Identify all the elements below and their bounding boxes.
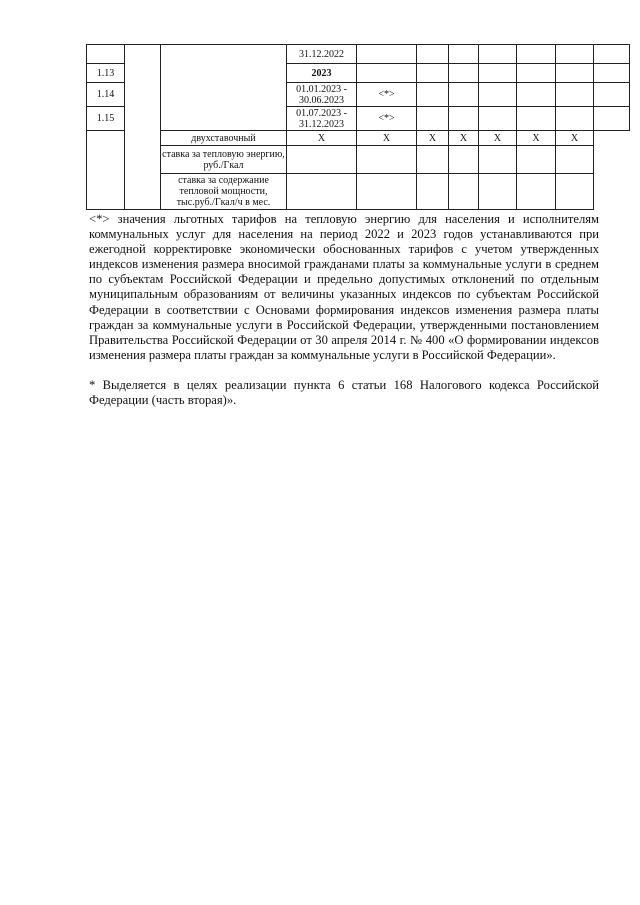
table-cell — [161, 45, 287, 131]
x-mark: X — [357, 131, 417, 146]
table-row — [87, 131, 630, 146]
two-part-label: двухставочный — [161, 131, 287, 146]
table-row — [87, 146, 630, 174]
asterisk-note: <*> значения льготных тарифов на тепловую энергию для населения и исполнителям коммунальных услуг для населения на период 2022 и 2023 годов устанавливаются при ежегодной корректировке экономически обоснованных тарифов с учетом утвержденных индексов изменения размера вносимой гражданами платы за коммунальные услуги в среднем по субъектам Российской Федерации и предельно допустимых отклонений по отдельным муниципальным образованиям от величины указанных индексов по субъектам Российской Федерации в соответствии с Основами формирования индексов изменения размера платы граждан за коммунальные услуги в Российской Федерации, утвержденными постановлением Правительства Российской Федерации от 30 апреля 2014 г. № 400 «О формировании индексов изменения размера платы граждан за коммунальные услуги в Российской Федерации». — [89, 212, 599, 362]
x-mark: X — [449, 131, 479, 146]
x-mark: X — [556, 131, 594, 146]
footnote: * Выделяется в целях реализации пункта 6 статьи 168 Налогового кодекса Российской Федерации (часть вторая)». — [89, 377, 599, 408]
notes-section — [89, 212, 599, 408]
tariff-table — [86, 44, 630, 210]
x-mark: X — [517, 131, 556, 146]
period-cell: 01.01.2023 - 30.06.2023 — [287, 83, 357, 107]
year-cell: 2023 — [287, 64, 357, 83]
x-mark: X — [287, 131, 357, 146]
footnote-mark: <*> — [357, 107, 417, 131]
row-number: 1.14 — [87, 83, 125, 107]
table-cell — [87, 131, 125, 210]
period-cell: 01.07.2023 - 31.12.2023 — [287, 107, 357, 131]
capacity-rate-label: ставка за содержание тепловой мощности, тыс.руб./Гкал/ч в мес. — [161, 174, 287, 210]
table-row — [87, 45, 630, 64]
x-mark: X — [417, 131, 449, 146]
energy-rate-label: ставка за тепловую энергию, руб./Гкал — [161, 146, 287, 174]
row-number: 1.13 — [87, 64, 125, 83]
period-cell: 31.12.2022 — [287, 45, 357, 64]
table-cell — [87, 45, 125, 64]
table-cell — [125, 45, 161, 210]
x-mark: X — [479, 131, 517, 146]
table-row — [87, 174, 630, 210]
footnote-mark: <*> — [357, 83, 417, 107]
row-number: 1.15 — [87, 107, 125, 131]
